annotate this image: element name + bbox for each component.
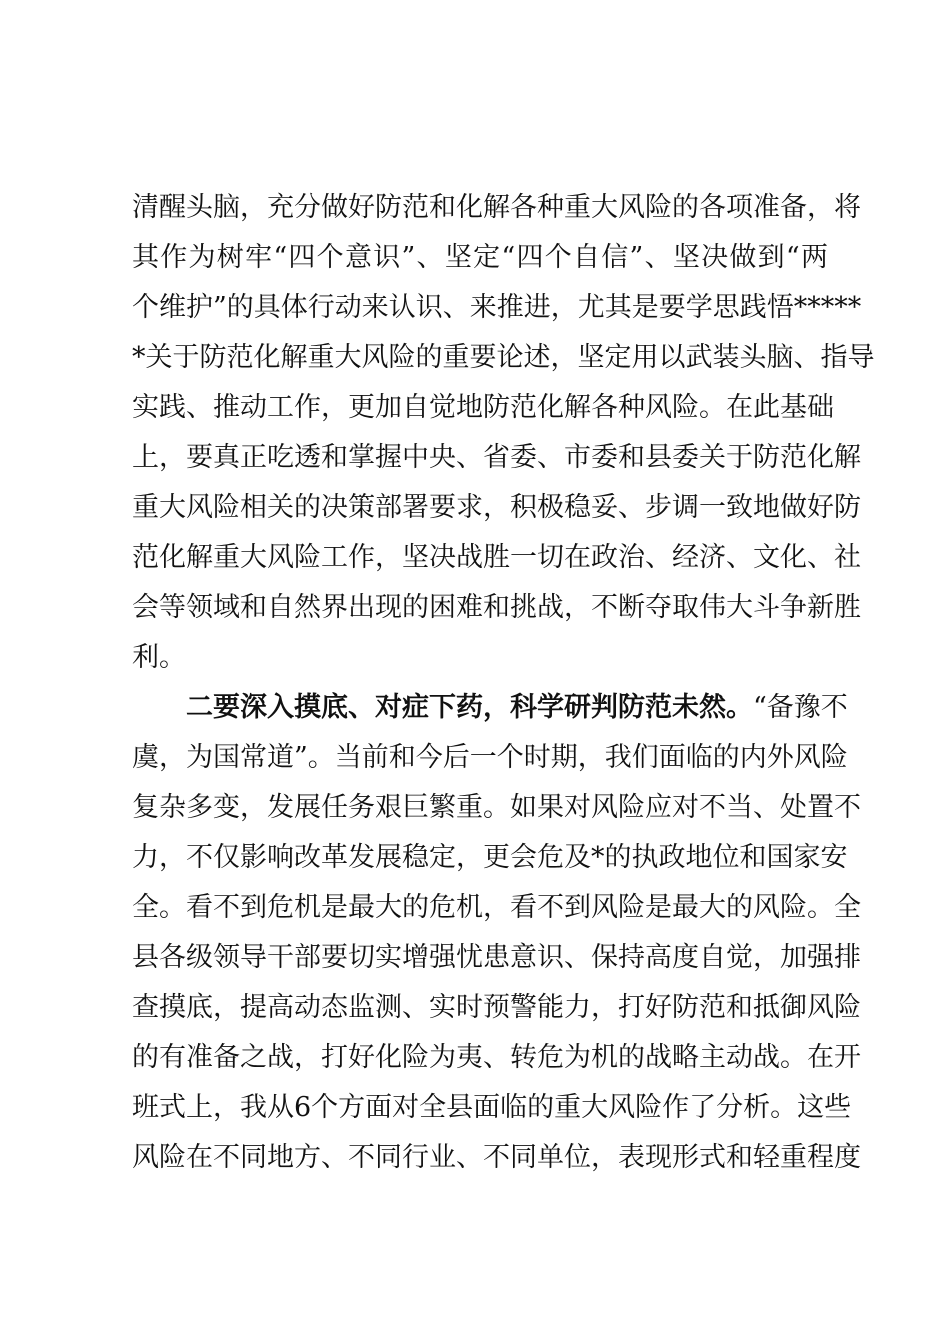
text-line: 复杂多变，发展任务艰巨繁重。如果对风险应对不当、处置不 <box>132 792 861 823</box>
text-line: 全。看不到危机是最大的危机，看不到风险是最大的风险。全 <box>132 892 861 923</box>
text-line: 县各级领导干部要切实增强忧患意识、保持高度自觉，加强排 <box>132 942 861 973</box>
text-line: 的有准备之战，打好化险为夷、转危为机的战略主动战。在开 <box>132 1042 861 1073</box>
text-line: 虞，为国常道”。当前和今后一个时期，我们面临的内外风险 <box>132 742 848 773</box>
text-line: 利。 <box>132 642 186 673</box>
text-line: 上，要真正吃透和掌握中央、省委、市委和县委关于防范化解 <box>132 442 861 473</box>
text-line: 力，不仅影响改革发展稳定，更会危及*的执政地位和国家安 <box>132 842 848 873</box>
text-line: 其作为树牢“四个意识”、坚定“四个自信”、坚决做到“两 <box>132 242 828 273</box>
paragraph-heading-line <box>186 687 848 729</box>
text-line: 清醒头脑，充分做好防范和化解各种重大风险的各项准备，将 <box>132 192 861 223</box>
paragraph-heading: 二要深入摸底、对症下药，科学研判防范未然。 <box>186 692 753 723</box>
heading-line-rest: “备豫不 <box>753 692 848 723</box>
text-line: 班式上，我从6个方面对全县面临的重大风险作了分析。这些 <box>132 1092 852 1123</box>
text-line: 查摸底，提高动态监测、实时预警能力，打好防范和抵御风险 <box>132 992 861 1023</box>
text-line: 重大风险相关的决策部署要求，积极稳妥、步调一致地做好防 <box>132 492 861 523</box>
text-line: 范化解重大风险工作，坚决战胜一切在政治、经济、文化、社 <box>132 542 861 573</box>
text-line: 风险在不同地方、不同行业、不同单位，表现形式和轻重程度 <box>132 1142 861 1173</box>
text-line: 实践、推动工作，更加自觉地防范化解各种风险。在此基础 <box>132 392 834 423</box>
text-line: 会等领域和自然界出现的困难和挑战，不断夺取伟大斗争新胜 <box>132 592 861 623</box>
text-line: 个维护”的具体行动来认识、来推进，尤其是要学思践悟***** <box>132 292 862 323</box>
text-line: *关于防范化解重大风险的重要论述，坚定用以武装头脑、指导 <box>132 342 875 373</box>
